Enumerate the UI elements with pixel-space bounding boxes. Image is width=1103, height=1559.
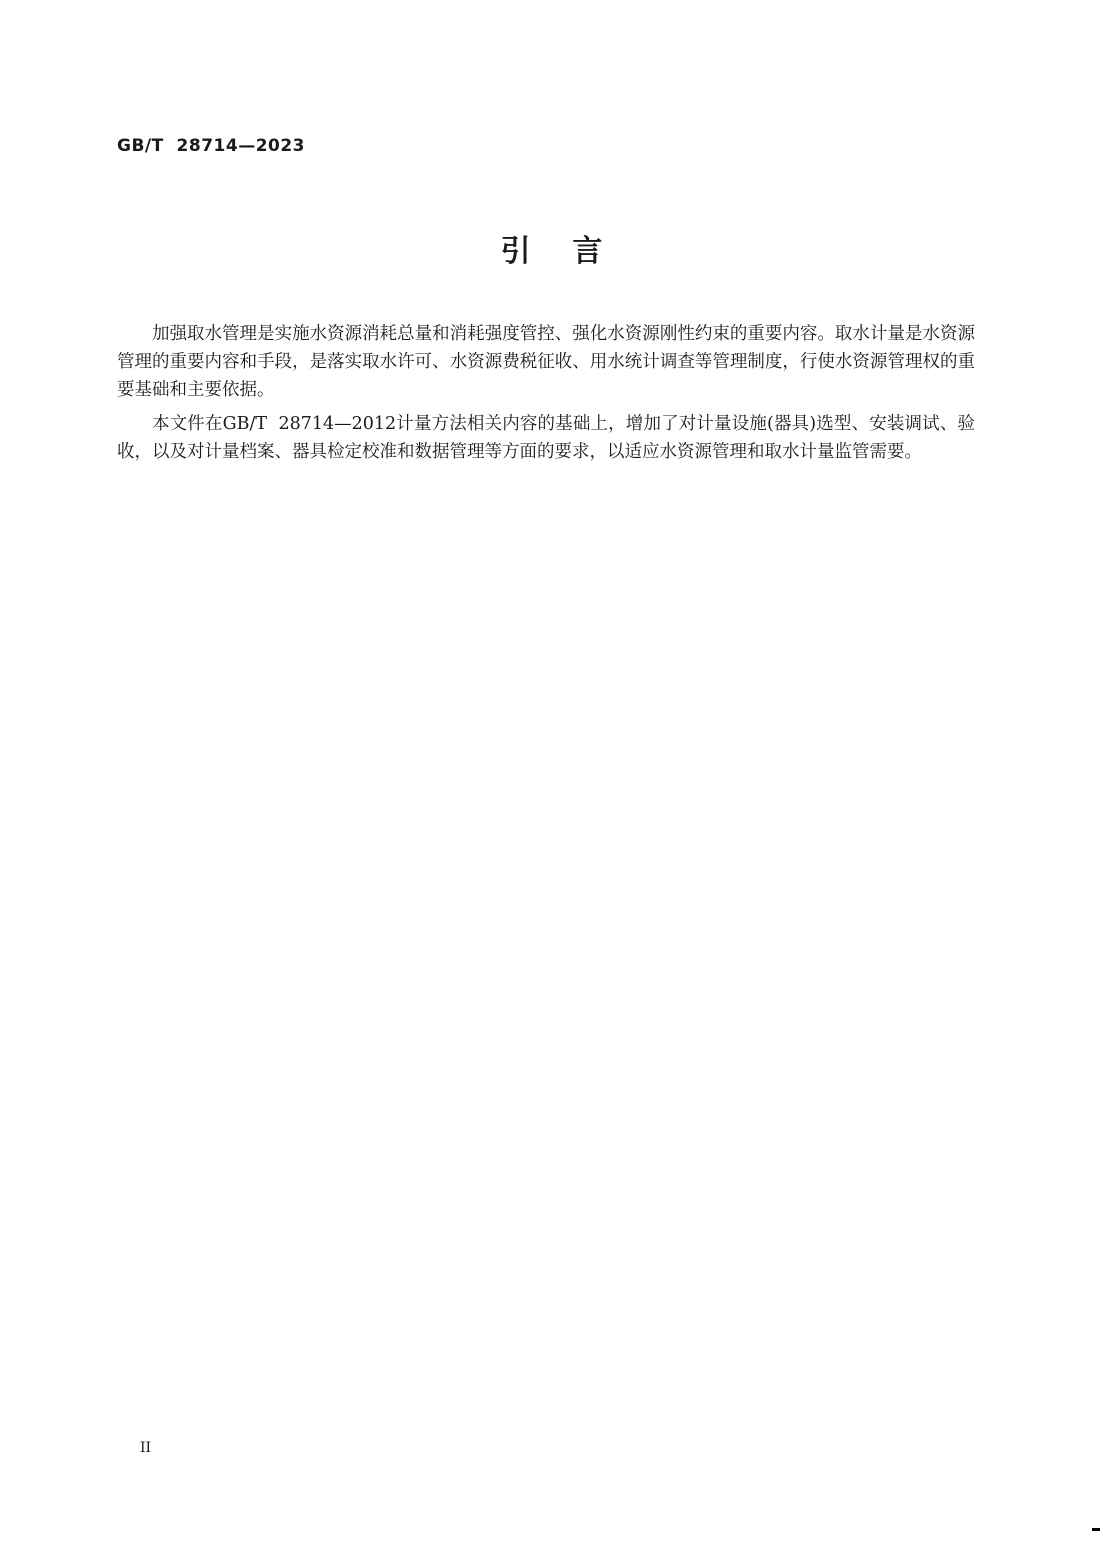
section-title: 引 言: [500, 234, 603, 269]
corner-mark: [1092, 1528, 1100, 1531]
paragraph-2: 本文件在GB/T 28714—2012计量方法相关内容的基础上，增加了对计量设施(器具)选型、安装调试、验收，以及对计量档案、器具检定校准和数据管理等方面的要求，以适应水资源管理和取水计量监管需要。: [117, 414, 975, 462]
page-number: II: [140, 1440, 152, 1456]
paragraph-1: 加强取水管理是实施水资源消耗总量和消耗强度管控、强化水资源刚性约束的重要内容。取水计量是水资源管理的重要内容和手段，是落实取水许可、水资源费税征收、用水统计调查等管理制度，行使水资源管理权的重要基础和主要依据。: [117, 324, 975, 400]
body-text: [117, 320, 975, 472]
standard-code-header: GB/T 28714—2023: [117, 136, 306, 156]
